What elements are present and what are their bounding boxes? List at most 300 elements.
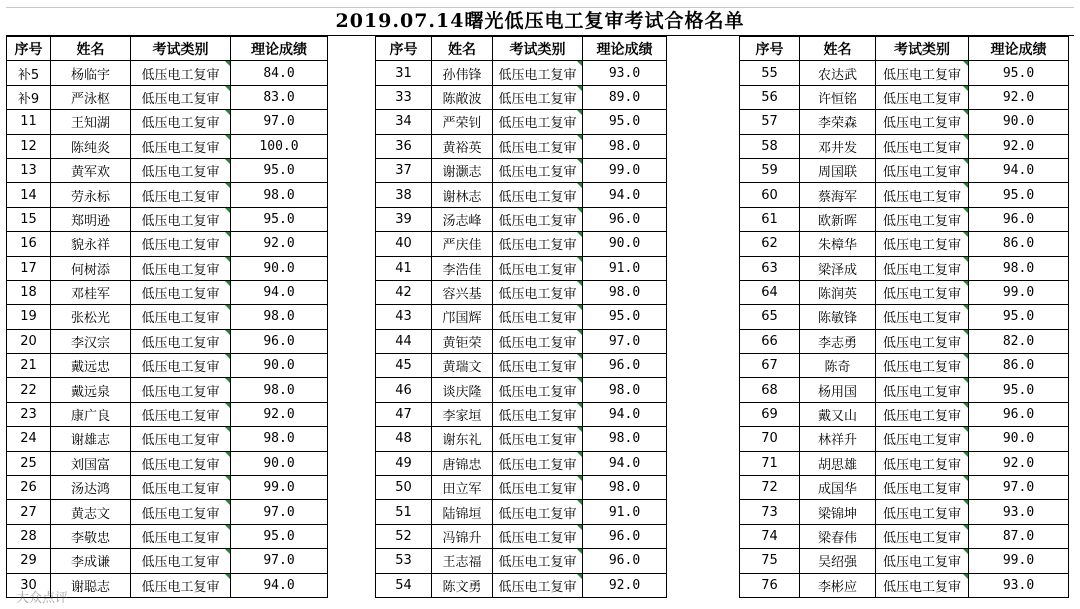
cell-seq[interactable]: 41: [376, 256, 432, 280]
cell-name[interactable]: 黄瑞文: [432, 354, 493, 378]
cell-category[interactable]: 低压电工复审: [131, 402, 231, 426]
cell-score[interactable]: 90.0: [231, 451, 328, 475]
cell-category[interactable]: 低压电工复审: [876, 524, 969, 548]
cell-category[interactable]: 低压电工复审: [493, 232, 583, 256]
cell-category[interactable]: 低压电工复审: [876, 427, 969, 451]
cell-score[interactable]: 95.0: [969, 305, 1069, 329]
table-row: [7, 232, 328, 256]
cell-seq[interactable]: 37: [376, 158, 432, 182]
cell-name[interactable]: 李荣森: [800, 110, 876, 134]
table-row: [740, 207, 1069, 231]
cell-seq[interactable]: 63: [740, 256, 800, 280]
table-row: [376, 183, 667, 207]
cell-category[interactable]: 低压电工复审: [493, 573, 583, 597]
cell-score[interactable]: 91.0: [583, 500, 667, 524]
table-row: [376, 378, 667, 402]
cell-name[interactable]: 戴又山: [800, 402, 876, 426]
cell-score[interactable]: 93.0: [969, 573, 1069, 597]
cell-score[interactable]: 98.0: [231, 427, 328, 451]
cell-seq[interactable]: 15: [7, 207, 51, 231]
cell-seq[interactable]: 补9: [7, 85, 51, 109]
cell-seq[interactable]: 22: [7, 378, 51, 402]
table-row: [7, 378, 328, 402]
table-row: [7, 500, 328, 524]
cell-name[interactable]: 陈敞波: [432, 85, 493, 109]
cell-category[interactable]: 低压电工复审: [131, 134, 231, 158]
cell-seq[interactable]: 44: [376, 329, 432, 353]
cell-seq[interactable]: 33: [376, 85, 432, 109]
cell-category[interactable]: 低压电工复审: [131, 183, 231, 207]
cell-score[interactable]: 95.0: [969, 61, 1069, 85]
cell-name[interactable]: 劳永标: [51, 183, 131, 207]
cell-score[interactable]: 95.0: [231, 158, 328, 182]
column-header-seq: 序号: [376, 37, 432, 61]
results-table-1: [6, 36, 328, 598]
cell-seq[interactable]: 46: [376, 378, 432, 402]
cell-seq[interactable]: 14: [7, 183, 51, 207]
cell-category[interactable]: 低压电工复审: [876, 329, 969, 353]
cell-name[interactable]: 陈敏锋: [800, 305, 876, 329]
cell-category[interactable]: 低压电工复审: [493, 256, 583, 280]
cell-category[interactable]: 低压电工复审: [876, 500, 969, 524]
cell-score[interactable]: 95.0: [583, 110, 667, 134]
cell-score[interactable]: 96.0: [583, 354, 667, 378]
cell-seq[interactable]: 55: [740, 61, 800, 85]
cell-category[interactable]: 低压电工复审: [876, 476, 969, 500]
cell-category[interactable]: 低压电工复审: [131, 476, 231, 500]
cell-score[interactable]: 96.0: [969, 402, 1069, 426]
cell-score[interactable]: 95.0: [583, 305, 667, 329]
cell-score[interactable]: 92.0: [969, 85, 1069, 109]
cell-score[interactable]: 95.0: [231, 524, 328, 548]
cell-score[interactable]: 98.0: [583, 134, 667, 158]
cell-score[interactable]: 95.0: [231, 207, 328, 231]
cell-score[interactable]: 98.0: [969, 256, 1069, 280]
table-row: [7, 524, 328, 548]
cell-seq[interactable]: 51: [376, 500, 432, 524]
table-header-row: [7, 37, 328, 61]
cell-name[interactable]: 戴远泉: [51, 378, 131, 402]
cell-seq[interactable]: 30: [7, 573, 51, 597]
cell-category[interactable]: 低压电工复审: [493, 207, 583, 231]
cell-name[interactable]: 康广良: [51, 402, 131, 426]
cell-score[interactable]: 99.0: [969, 280, 1069, 304]
table-row: [376, 354, 667, 378]
cell-category[interactable]: 低压电工复审: [493, 451, 583, 475]
cell-score[interactable]: 96.0: [583, 549, 667, 573]
cell-name[interactable]: 容兴基: [432, 280, 493, 304]
cell-score[interactable]: 94.0: [583, 451, 667, 475]
cell-name[interactable]: 许恒铭: [800, 85, 876, 109]
cell-score[interactable]: 90.0: [583, 232, 667, 256]
cell-name[interactable]: 严泳枢: [51, 85, 131, 109]
cell-category[interactable]: 低压电工复审: [131, 305, 231, 329]
cell-seq[interactable]: 54: [376, 573, 432, 597]
cell-seq[interactable]: 57: [740, 110, 800, 134]
cell-seq[interactable]: 13: [7, 158, 51, 182]
cell-category[interactable]: 低压电工复审: [876, 85, 969, 109]
cell-name[interactable]: 李浩佳: [432, 256, 493, 280]
cell-seq[interactable]: 20: [7, 329, 51, 353]
cell-score[interactable]: 98.0: [231, 305, 328, 329]
cell-name[interactable]: 李敬忠: [51, 524, 131, 548]
cell-seq[interactable]: 31: [376, 61, 432, 85]
cell-seq[interactable]: 17: [7, 256, 51, 280]
cell-score[interactable]: 92.0: [231, 402, 328, 426]
cell-score[interactable]: 84.0: [231, 61, 328, 85]
column-header-name: 姓名: [800, 37, 876, 61]
cell-seq[interactable]: 56: [740, 85, 800, 109]
cell-seq[interactable]: 19: [7, 305, 51, 329]
cell-category[interactable]: 低压电工复审: [876, 158, 969, 182]
cell-seq[interactable]: 43: [376, 305, 432, 329]
cell-score[interactable]: 96.0: [583, 207, 667, 231]
cell-seq[interactable]: 75: [740, 549, 800, 573]
cell-name[interactable]: 谢林志: [432, 183, 493, 207]
cell-name[interactable]: 李成谦: [51, 549, 131, 573]
cell-name[interactable]: 欧新晖: [800, 207, 876, 231]
cell-name[interactable]: 胡思雄: [800, 451, 876, 475]
cell-score[interactable]: 97.0: [231, 110, 328, 134]
cell-name[interactable]: 梁泽成: [800, 256, 876, 280]
cell-name[interactable]: 陆锦垣: [432, 500, 493, 524]
column-header-score: 理论成绩: [969, 37, 1069, 61]
cell-name[interactable]: 冯锦升: [432, 524, 493, 548]
cell-score[interactable]: 98.0: [231, 183, 328, 207]
cell-score[interactable]: 94.0: [231, 280, 328, 304]
cell-score[interactable]: 87.0: [969, 524, 1069, 548]
table-header-row: [376, 37, 667, 61]
cell-seq[interactable]: 70: [740, 427, 800, 451]
cell-score[interactable]: 86.0: [969, 354, 1069, 378]
cell-name[interactable]: 农达武: [800, 61, 876, 85]
cell-category[interactable]: 低压电工复审: [493, 85, 583, 109]
cell-seq[interactable]: 76: [740, 573, 800, 597]
cell-category[interactable]: 低压电工复审: [876, 134, 969, 158]
cell-category[interactable]: 低压电工复审: [876, 232, 969, 256]
cell-category[interactable]: 低压电工复审: [131, 232, 231, 256]
cell-seq[interactable]: 12: [7, 134, 51, 158]
cell-name[interactable]: 杨用国: [800, 378, 876, 402]
cell-category[interactable]: 低压电工复审: [131, 329, 231, 353]
cell-score[interactable]: 96.0: [231, 329, 328, 353]
cell-name[interactable]: 王志福: [432, 549, 493, 573]
cell-seq[interactable]: 25: [7, 451, 51, 475]
cell-seq[interactable]: 52: [376, 524, 432, 548]
cell-category[interactable]: 低压电工复审: [131, 549, 231, 573]
cell-category[interactable]: 低压电工复审: [131, 378, 231, 402]
cell-name[interactable]: 周国联: [800, 158, 876, 182]
cell-name[interactable]: 谢东礼: [432, 427, 493, 451]
cell-score[interactable]: 92.0: [969, 451, 1069, 475]
cell-name[interactable]: 李汉宗: [51, 329, 131, 353]
cell-name[interactable]: 谢雄志: [51, 427, 131, 451]
cell-score[interactable]: 92.0: [583, 573, 667, 597]
cell-name[interactable]: 戴远忠: [51, 354, 131, 378]
cell-seq[interactable]: 49: [376, 451, 432, 475]
cell-score[interactable]: 82.0: [969, 329, 1069, 353]
cell-score[interactable]: 92.0: [969, 134, 1069, 158]
table-row: [740, 256, 1069, 280]
cell-seq[interactable]: 71: [740, 451, 800, 475]
cell-score[interactable]: 93.0: [583, 61, 667, 85]
cell-category[interactable]: 低压电工复审: [876, 183, 969, 207]
cell-score[interactable]: 98.0: [231, 378, 328, 402]
cell-category[interactable]: 低压电工复审: [876, 451, 969, 475]
cell-category[interactable]: 低压电工复审: [131, 354, 231, 378]
cell-category[interactable]: 低压电工复审: [131, 500, 231, 524]
cell-seq[interactable]: 36: [376, 134, 432, 158]
cell-seq[interactable]: 补5: [7, 61, 51, 85]
cell-name[interactable]: 张松光: [51, 305, 131, 329]
cell-seq[interactable]: 16: [7, 232, 51, 256]
cell-name[interactable]: 刘国富: [51, 451, 131, 475]
cell-category[interactable]: 低压电工复审: [876, 549, 969, 573]
cell-name[interactable]: 邓桂军: [51, 280, 131, 304]
cell-seq[interactable]: 53: [376, 549, 432, 573]
cell-name[interactable]: 汤达鸿: [51, 476, 131, 500]
table-row: [376, 280, 667, 304]
column-header-category: 考试类别: [131, 37, 231, 61]
cell-name[interactable]: 林祥升: [800, 427, 876, 451]
cell-score[interactable]: 90.0: [969, 110, 1069, 134]
cell-seq[interactable]: 61: [740, 207, 800, 231]
table-row: [740, 549, 1069, 573]
cell-category[interactable]: 低压电工复审: [493, 476, 583, 500]
cell-category[interactable]: 低压电工复审: [876, 402, 969, 426]
table-row: [740, 61, 1069, 85]
cell-name[interactable]: 田立军: [432, 476, 493, 500]
cell-seq[interactable]: 24: [7, 427, 51, 451]
cell-category[interactable]: 低压电工复审: [493, 402, 583, 426]
table-row: [7, 207, 328, 231]
cell-seq[interactable]: 38: [376, 183, 432, 207]
cell-name[interactable]: 谢聪志: [51, 573, 131, 597]
cell-seq[interactable]: 29: [7, 549, 51, 573]
cell-name[interactable]: 汤志峰: [432, 207, 493, 231]
cell-score[interactable]: 92.0: [231, 232, 328, 256]
cell-seq[interactable]: 59: [740, 158, 800, 182]
cell-seq[interactable]: 68: [740, 378, 800, 402]
cell-name[interactable]: 陈文勇: [432, 573, 493, 597]
table-row: [740, 524, 1069, 548]
cell-score[interactable]: 83.0: [231, 85, 328, 109]
cell-name[interactable]: 谈庆隆: [432, 378, 493, 402]
cell-seq[interactable]: 42: [376, 280, 432, 304]
cell-name[interactable]: 蔡海军: [800, 183, 876, 207]
cell-name[interactable]: 陈奇: [800, 354, 876, 378]
cell-score[interactable]: 98.0: [583, 378, 667, 402]
cell-score[interactable]: 94.0: [231, 573, 328, 597]
table-row: [376, 305, 667, 329]
table-row: [740, 378, 1069, 402]
table-row: [376, 573, 667, 597]
cell-category[interactable]: 低压电工复审: [493, 183, 583, 207]
cell-category[interactable]: 低压电工复审: [876, 110, 969, 134]
cell-name[interactable]: 貌永祥: [51, 232, 131, 256]
cell-category[interactable]: 低压电工复审: [493, 427, 583, 451]
cell-seq[interactable]: 69: [740, 402, 800, 426]
cell-score[interactable]: 90.0: [231, 256, 328, 280]
cell-seq[interactable]: 58: [740, 134, 800, 158]
cell-category[interactable]: 低压电工复审: [493, 524, 583, 548]
cell-name[interactable]: 邝国辉: [432, 305, 493, 329]
cell-seq[interactable]: 21: [7, 354, 51, 378]
cell-category[interactable]: 低压电工复审: [493, 329, 583, 353]
cell-score[interactable]: 96.0: [583, 524, 667, 548]
cell-name[interactable]: 邓井发: [800, 134, 876, 158]
cell-name[interactable]: 黄裕英: [432, 134, 493, 158]
cell-name[interactable]: 黄钜荣: [432, 329, 493, 353]
table-row: [7, 451, 328, 475]
cell-category[interactable]: 低压电工复审: [131, 158, 231, 182]
cell-name[interactable]: 孙伟锋: [432, 61, 493, 85]
cell-category[interactable]: 低压电工复审: [493, 305, 583, 329]
cell-category[interactable]: 低压电工复审: [876, 280, 969, 304]
cell-seq[interactable]: 45: [376, 354, 432, 378]
cell-seq[interactable]: 50: [376, 476, 432, 500]
cell-score[interactable]: 100.0: [231, 134, 328, 158]
cell-category[interactable]: 低压电工复审: [493, 134, 583, 158]
cell-category[interactable]: 低压电工复审: [876, 354, 969, 378]
cell-score[interactable]: 98.0: [583, 427, 667, 451]
cell-name[interactable]: 黄志文: [51, 500, 131, 524]
cell-name[interactable]: 严庆佳: [432, 232, 493, 256]
cell-name[interactable]: 黄军欢: [51, 158, 131, 182]
cell-score[interactable]: 89.0: [583, 85, 667, 109]
cell-category[interactable]: 低压电工复审: [131, 573, 231, 597]
cell-name[interactable]: 吴绍强: [800, 549, 876, 573]
cell-name[interactable]: 陈润英: [800, 280, 876, 304]
cell-seq[interactable]: 72: [740, 476, 800, 500]
cell-seq[interactable]: 27: [7, 500, 51, 524]
cell-seq[interactable]: 65: [740, 305, 800, 329]
cell-seq[interactable]: 64: [740, 280, 800, 304]
cell-score[interactable]: 97.0: [231, 549, 328, 573]
cell-name[interactable]: 李彬应: [800, 573, 876, 597]
cell-score[interactable]: 90.0: [231, 354, 328, 378]
table-row: [376, 85, 667, 109]
table-row: [7, 402, 328, 426]
cell-category[interactable]: 低压电工复审: [493, 61, 583, 85]
cell-category[interactable]: 低压电工复审: [493, 110, 583, 134]
cell-category[interactable]: 低压电工复审: [493, 280, 583, 304]
cell-category[interactable]: 低压电工复审: [131, 207, 231, 231]
cell-seq[interactable]: 39: [376, 207, 432, 231]
cell-category[interactable]: 低压电工复审: [131, 451, 231, 475]
cell-name[interactable]: 何树添: [51, 256, 131, 280]
cell-category[interactable]: 低压电工复审: [131, 524, 231, 548]
cell-score[interactable]: 96.0: [969, 207, 1069, 231]
cell-category[interactable]: 低压电工复审: [493, 354, 583, 378]
cell-seq[interactable]: 18: [7, 280, 51, 304]
cell-category[interactable]: 低压电工复审: [131, 61, 231, 85]
table-header-row: [740, 37, 1069, 61]
cell-seq[interactable]: 40: [376, 232, 432, 256]
cell-category[interactable]: 低压电工复审: [131, 427, 231, 451]
cell-category[interactable]: 低压电工复审: [876, 573, 969, 597]
cell-name[interactable]: 李志勇: [800, 329, 876, 353]
cell-name[interactable]: 谢灏志: [432, 158, 493, 182]
cell-name[interactable]: 梁春伟: [800, 524, 876, 548]
cell-seq[interactable]: 66: [740, 329, 800, 353]
cell-category[interactable]: 低压电工复审: [876, 61, 969, 85]
table-row: [7, 183, 328, 207]
cell-category[interactable]: 低压电工复审: [131, 256, 231, 280]
cell-name[interactable]: 杨临宇: [51, 61, 131, 85]
cell-category[interactable]: 低压电工复审: [493, 549, 583, 573]
cell-category[interactable]: 低压电工复审: [876, 256, 969, 280]
cell-score[interactable]: 99.0: [583, 158, 667, 182]
cell-seq[interactable]: 60: [740, 183, 800, 207]
cell-category[interactable]: 低压电工复审: [131, 85, 231, 109]
table-row: [740, 134, 1069, 158]
table-row: [7, 305, 328, 329]
cell-name[interactable]: 严荣钊: [432, 110, 493, 134]
table-row: [740, 402, 1069, 426]
cell-score[interactable]: 94.0: [583, 402, 667, 426]
cell-name[interactable]: 成国华: [800, 476, 876, 500]
cell-seq[interactable]: 67: [740, 354, 800, 378]
cell-score[interactable]: 97.0: [583, 329, 667, 353]
cell-category[interactable]: 低压电工复审: [493, 500, 583, 524]
cell-score[interactable]: 94.0: [969, 158, 1069, 182]
cell-name[interactable]: 唐锦忠: [432, 451, 493, 475]
cell-seq[interactable]: 73: [740, 500, 800, 524]
cell-seq[interactable]: 23: [7, 402, 51, 426]
cell-seq[interactable]: 47: [376, 402, 432, 426]
cell-name[interactable]: 李家垣: [432, 402, 493, 426]
cell-category[interactable]: 低压电工复审: [876, 378, 969, 402]
cell-score[interactable]: 97.0: [231, 500, 328, 524]
cell-score[interactable]: 95.0: [969, 378, 1069, 402]
cell-score[interactable]: 90.0: [969, 427, 1069, 451]
cell-category[interactable]: 低压电工复审: [493, 378, 583, 402]
cell-category[interactable]: 低压电工复审: [493, 158, 583, 182]
cell-score[interactable]: 98.0: [583, 280, 667, 304]
cell-name[interactable]: 梁锦坤: [800, 500, 876, 524]
cell-score[interactable]: 99.0: [231, 476, 328, 500]
cell-score[interactable]: 86.0: [969, 232, 1069, 256]
table-row: [376, 427, 667, 451]
cell-score[interactable]: 95.0: [969, 183, 1069, 207]
cell-name[interactable]: 王知湖: [51, 110, 131, 134]
cell-name[interactable]: 朱樟华: [800, 232, 876, 256]
cell-name[interactable]: 郑明逊: [51, 207, 131, 231]
cell-name[interactable]: 陈纯炎: [51, 134, 131, 158]
table-row: [376, 500, 667, 524]
cell-seq[interactable]: 62: [740, 232, 800, 256]
cell-score[interactable]: 91.0: [583, 256, 667, 280]
column-header-seq: 序号: [740, 37, 800, 61]
cell-category[interactable]: 低压电工复审: [131, 110, 231, 134]
cell-seq[interactable]: 26: [7, 476, 51, 500]
cell-category[interactable]: 低压电工复审: [131, 280, 231, 304]
cell-score[interactable]: 99.0: [969, 549, 1069, 573]
cell-score[interactable]: 98.0: [583, 476, 667, 500]
cell-score[interactable]: 97.0: [969, 476, 1069, 500]
cell-seq[interactable]: 11: [7, 110, 51, 134]
cell-seq[interactable]: 48: [376, 427, 432, 451]
cell-seq[interactable]: 34: [376, 110, 432, 134]
cell-score[interactable]: 93.0: [969, 500, 1069, 524]
cell-category[interactable]: 低压电工复审: [876, 305, 969, 329]
cell-seq[interactable]: 74: [740, 524, 800, 548]
cell-category[interactable]: 低压电工复审: [876, 207, 969, 231]
cell-score[interactable]: 94.0: [583, 183, 667, 207]
table-row: [740, 305, 1069, 329]
cell-seq[interactable]: 28: [7, 524, 51, 548]
